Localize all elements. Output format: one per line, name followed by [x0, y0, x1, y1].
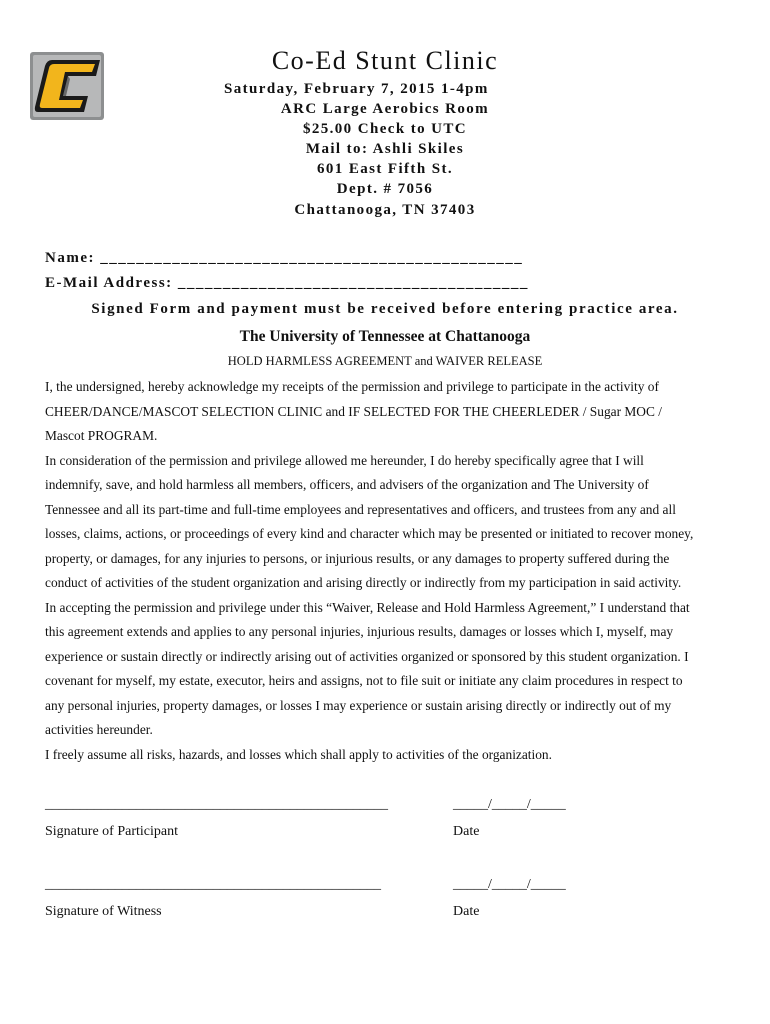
- witness-date-label: Date: [453, 904, 480, 919]
- participant-signature-label: Signature of Participant: [45, 824, 178, 839]
- organization-name: The University of Tennessee at Chattanooga: [239, 328, 531, 345]
- waiver-line: In consideration of the permission and privilege allowed me hereunder, I do hereby specifically agree that I will: [45, 452, 644, 468]
- waiver-line: experience or sustain directly or indirectly arising out of activities organized or sponsored by this student organization. I: [45, 648, 689, 664]
- name-blank[interactable]: _______________________________________________: [100, 250, 524, 266]
- waiver-line: I freely assume all risks, hazards, and losses which shall apply to activities of the organization.: [45, 746, 552, 762]
- mail-dept: Dept. # 7056: [336, 181, 434, 197]
- waiver-line: indemnify, save, and hold harmless all members, officers, and advisers of the organization and The University of: [45, 477, 649, 492]
- witness-signature-label: Signature of Witness: [45, 904, 162, 919]
- mail-to: Mail to: Ashli Skiles: [305, 141, 465, 157]
- waiver-line: Mascot PROGRAM.: [45, 428, 158, 443]
- email-blank[interactable]: _______________________________________: [177, 275, 529, 291]
- mail-city: Chattanooga, TN 37403: [294, 202, 476, 218]
- mail-street: 601 East Fifth St.: [316, 161, 454, 177]
- waiver-line: property, or damages, for any injuries to persons, or injurious results, or any damages to property suffered during the: [45, 550, 670, 566]
- waiver-line: Tennessee and all its part-time and full-time employees and representatives and officers, and trustees from any and all: [45, 501, 676, 517]
- name-label: Name:: [45, 250, 95, 266]
- name-field[interactable]: [45, 250, 523, 267]
- waiver-line: covenant for myself, my estate, executor, heirs and assigns, not to file suit or initiate any claim procedures in respect to: [45, 673, 683, 688]
- agreement-title: HOLD HARMLESS AGREEMENT and WAIVER RELEASE: [227, 354, 543, 368]
- email-label: E-Mail Address:: [45, 275, 173, 291]
- waiver-line: In accepting the permission and privilege under this “Waiver, Release and Hold Harmless Agreement,” I understand that: [45, 599, 690, 615]
- event-date-time: Saturday, February 7, 2015 1-4pm: [224, 81, 489, 97]
- witness-date-line[interactable]: _____/_____/_____: [453, 877, 566, 892]
- email-field[interactable]: [45, 275, 529, 292]
- waiver-line: activities hereunder.: [45, 722, 153, 737]
- event-room: ARC Large Aerobics Room: [280, 101, 490, 117]
- waiver-line: CHEER/DANCE/MASCOT SELECTION CLINIC and IF SELECTED FOR THE CHEERLEDER / Sugar MOC /: [45, 403, 662, 419]
- participant-date-label: Date: [453, 824, 480, 839]
- event-fee: $25.00 Check to UTC: [302, 121, 468, 137]
- waiver-line: conduct of activities of the student organization and arising directly or indirectly from my participation in said activity.: [45, 575, 682, 590]
- waiver-line: this agreement extends and applies to any personal injuries, injurious results, damages or losses which I, myself, may: [45, 624, 674, 639]
- waiver-body: [45, 375, 735, 767]
- participant-signature-line[interactable]: _________________________________________________: [45, 797, 388, 812]
- participant-date-line[interactable]: _____/_____/_____: [453, 797, 566, 812]
- payment-notice: Signed Form and payment must be received before entering practice area.: [91, 301, 679, 317]
- witness-signature-line[interactable]: ________________________________________________: [45, 877, 381, 892]
- waiver-line: losses, claims, actions, or proceedings of every kind and character which may be presented or initiated to recover money,: [45, 526, 694, 541]
- page-title: Co-Ed Stunt Clinic: [271, 46, 499, 75]
- waiver-line: any personal injuries, property damages, or losses I may experience or sustain arising directly or indirectly out of my: [45, 697, 672, 713]
- waiver-line: I, the undersigned, hereby acknowledge my receipts of the permission and privilege to participate in the activity of: [45, 379, 659, 394]
